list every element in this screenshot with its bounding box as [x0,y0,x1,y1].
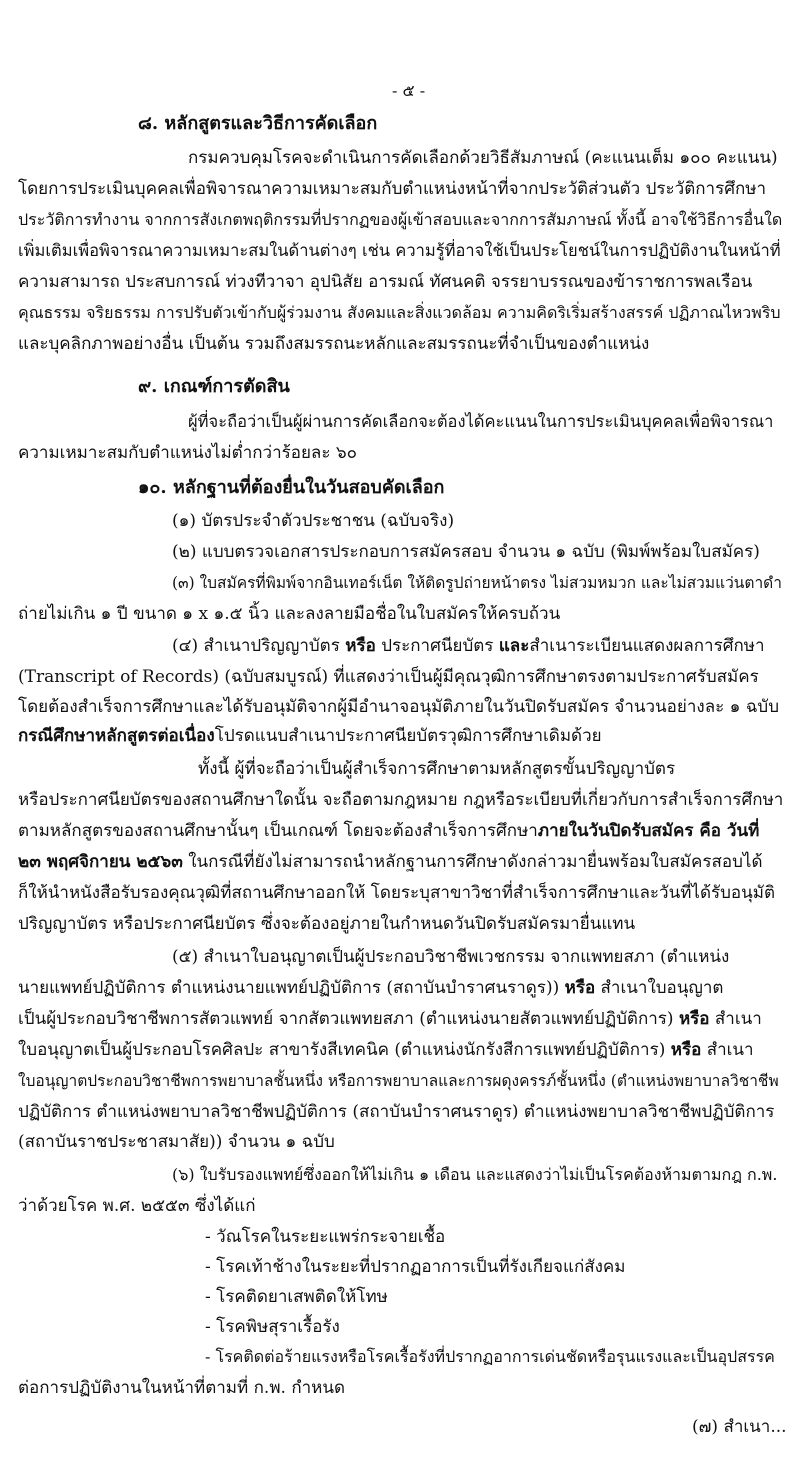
evidence-item-3-line: (๓) ใบสมัครที่พิมพ์จากอินเทอร์เน็ต ให้ติดรูปถ่ายหน้าตรง ไม่สวมหมวก และไม่สวมแว่นตาดำ [172,574,782,592]
section-9-heading: ๙. เกณฑ์การตัดสิน [138,376,290,397]
evidence-item-5-line: (สถาบันราชประชาสมาสัย)) จำนวน ๑ ฉบับ [18,1132,335,1152]
evidence-item-5-line: (๕) สำเนาใบอนุญาตเป็นผู้ประกอบวิชาชีพเวชกรรม จากแพทยสภา (ตำแหน่ง [172,947,730,967]
section-9-line: ความเหมาะสมกับตำแหน่งไม่ต่ำกว่าร้อยละ ๖๐ [18,443,358,463]
disease-list-item: - โรคติดยาเสพติดให้โทษ [205,1287,388,1307]
evidence-item-1: (๑) บัตรประจำตัวประชาชน (ฉบับจริง) [172,511,455,531]
evidence-item-4-line: หรือประกาศนียบัตรของสถานศึกษาใดนั้น จะถือตามกฎหมาย กฎหรือระเบียบที่เกี่ยวกับการสำเร็จการศึกษา [18,790,784,810]
evidence-item-4-line: ก็ให้นำหนังสือรับรองคุณวุฒิที่สถานศึกษาออกให้ โดยระบุสาขาวิชาที่สำเร็จการศึกษาและวันที่ได้รับอนุมัติ [18,883,775,903]
evidence-item-4-line: (Transcript of Records) (ฉบับสมบูรณ์) ที่แสดงว่าเป็นผู้มีคุณวุฒิการศึกษาตรงตามประกาศรับสมัคร [18,667,759,687]
evidence-item-6-line: ว่าด้วยโรค พ.ศ. ๒๕๕๓ ซึ่งได้แก่ [18,1196,256,1216]
evidence-item-5-line: นายแพทย์ปฏิบัติการ ตำแหน่งนายแพทย์ปฏิบัติการ (สถาบันบำราศนราดูร)) หรือ สำเนาใบอนุญาต [18,978,724,998]
section-8-line: และบุคลิกภาพอย่างอื่น เป็นต้น รวมถึงสมรรถนะหลักและสมรรถนะที่จำเป็นของตำแหน่ง [18,334,650,354]
evidence-item-2: (๒) แบบตรวจเอกสารประกอบการสมัครสอบ จำนวน ๑ ฉบับ (พิมพ์พร้อมใบสมัคร) [172,542,760,562]
disease-list-item: - วัณโรคในระยะแพร่กระจายเชื้อ [205,1227,446,1247]
section-8-line: ประวัติการทำงาน จากการสังเกตพฤติกรรมที่ปรากฏของผู้เข้าสอบและจากการสัมภาษณ์ ทั้งนี้ อาจใช้วิธีการอื่นใด [18,210,783,229]
evidence-item-4-line: ทั้งนี้ ผู้ที่จะถือว่าเป็นผู้สำเร็จการศึกษาตามหลักสูตรขั้นปริญญาบัตร [198,759,676,779]
evidence-item-5-line: เป็นผู้ประกอบวิชาชีพการสัตวแพทย์ จากสัตวแพทยสภา (ตำแหน่งนายสัตวแพทย์ปฏิบัติการ) หรือ สำเนา [18,1009,762,1029]
section-8-line: คุณธรรม จริยธรรม การปรับตัวเข้ากับผู้ร่วมงาน สังคมและสิ่งแวดล้อม ความคิดริเริ่มสร้างสรรค์ ปฏิภาณไหวพริบ [18,303,781,322]
section-8-line: โดยการประเมินบุคคลเพื่อพิจารณาความเหมาะสมกับตำแหน่งหน้าที่จากประวัติส่วนตัว ประวัติการศึกษา [18,179,767,199]
disease-list-item: - โรคติดต่อร้ายแรงหรือโรคเรื้อรังที่ปรากฏอาการเด่นชัดหรือรุนแรงและเป็นอุปสรรค [205,1347,775,1366]
section-10-heading: ๑๐. หลักฐานที่ต้องยื่นในวันสอบคัดเลือก [138,477,445,498]
evidence-item-3-line: ถ่ายไม่เกิน ๑ ปี ขนาด ๑ x ๑.๕ นิ้ว และลงลายมือชื่อในใบสมัครให้ครบถ้วน [18,604,561,624]
evidence-item-6-line: (๖) ใบรับรองแพทย์ซึ่งออกให้ไม่เกิน ๑ เดือน และแสดงว่าไม่เป็นโรคต้องห้ามตามกฎ ก.พ. [172,1165,778,1184]
section-8-heading: ๘. หลักสูตรและวิธีการคัดเลือก [138,113,378,134]
disease-list-item: - โรคพิษสุราเรื้อรัง [205,1317,340,1337]
continuation-marker: (๗) สำเนา... [692,1417,787,1437]
evidence-item-5-line: ใบอนุญาตประกอบวิชาชีพการพยาบาลชั้นหนึ่ง หรือการพยาบาลและการผดุงครรภ์ชั้นหนึ่ง (ตำแหน่งพยาบาลวิชาชีพ [18,1072,779,1090]
evidence-item-4-line: ๒๓ พฤศจิกายน ๒๕๖๓ ในกรณีที่ยังไม่สามารถนำหลักฐานการศึกษาดังกล่าวมายื่นพร้อมใบสมัครสอบได้ [18,852,763,872]
evidence-item-5-line: ใบอนุญาตเป็นผู้ประกอบโรคศิลปะ สาขารังสีเทคนิค (ตำแหน่งนักรังสีการแพทย์ปฏิบัติการ) หรือ สำเนา [18,1040,754,1060]
evidence-item-6-line: ต่อการปฏิบัติงานในหน้าที่ตามที่ ก.พ. กำหนด [18,1378,346,1398]
evidence-item-4-line: ปริญญาบัตร หรือประกาศนียบัตร ซึ่งจะต้องอยู่ภายในกำหนดวันปิดรับสมัครมายื่นแทน [18,914,636,934]
disease-list-item: - โรคเท้าช้างในระยะที่ปรากฏอาการเป็นที่รังเกียจแก่สังคม [205,1257,626,1277]
evidence-item-4-line: (๔) สำเนาปริญญาบัตร หรือ ประกาศนียบัตร และสำเนาระเบียนแสดงผลการศึกษา [172,636,765,656]
section-9-line: ผู้ที่จะถือว่าเป็นผู้ผ่านการคัดเลือกจะต้องได้คะแนนในการประเมินบุคคลเพื่อพิจารณา [188,412,774,431]
evidence-item-4-line: ตามหลักสูตรของสถานศึกษานั้นๆ เป็นเกณฑ์ โดยจะต้องสำเร็จการศึกษาภายในวันปิดรับสมัคร คือ วันที่ [18,821,760,841]
page-number: - ๕ - [392,81,426,100]
evidence-item-4-line: กรณีศึกษาหลักสูตรต่อเนื่องโปรดแนบสำเนาประกาศนียบัตรวุฒิการศึกษาเดิมด้วย [18,726,602,746]
section-8-line: กรมควบคุมโรคจะดำเนินการคัดเลือกด้วยวิธีสัมภาษณ์ (คะแนนเต็ม ๑๐๐ คะแนน) [188,148,778,168]
evidence-item-5-line: ปฏิบัติการ ตำแหน่งพยาบาลวิชาชีพปฏิบัติการ (สถาบันบำราศนราดูร) ตำแหน่งพยาบาลวิชาชีพปฏิบัติการ [18,1102,775,1122]
section-8-line: เพิ่มเติมเพื่อพิจารณาความเหมาะสมในด้านต่างๆ เช่น ความรู้ที่อาจใช้เป็นประโยชน์ในการปฏิบัติงานในหน้าที่ [18,241,781,260]
section-8-line: ความสามารถ ประสบการณ์ ท่วงทีวาจา อุปนิสัย อารมณ์ ทัศนคติ จรรยาบรรณของข้าราชการพลเรือน [18,272,753,292]
evidence-item-4-line: โดยต้องสำเร็จการศึกษาและได้รับอนุมัติจากผู้มีอำนาจอนุมัติภายในวันปิดรับสมัคร จำนวนอย่างละ ๑ ฉบับ [18,697,779,717]
